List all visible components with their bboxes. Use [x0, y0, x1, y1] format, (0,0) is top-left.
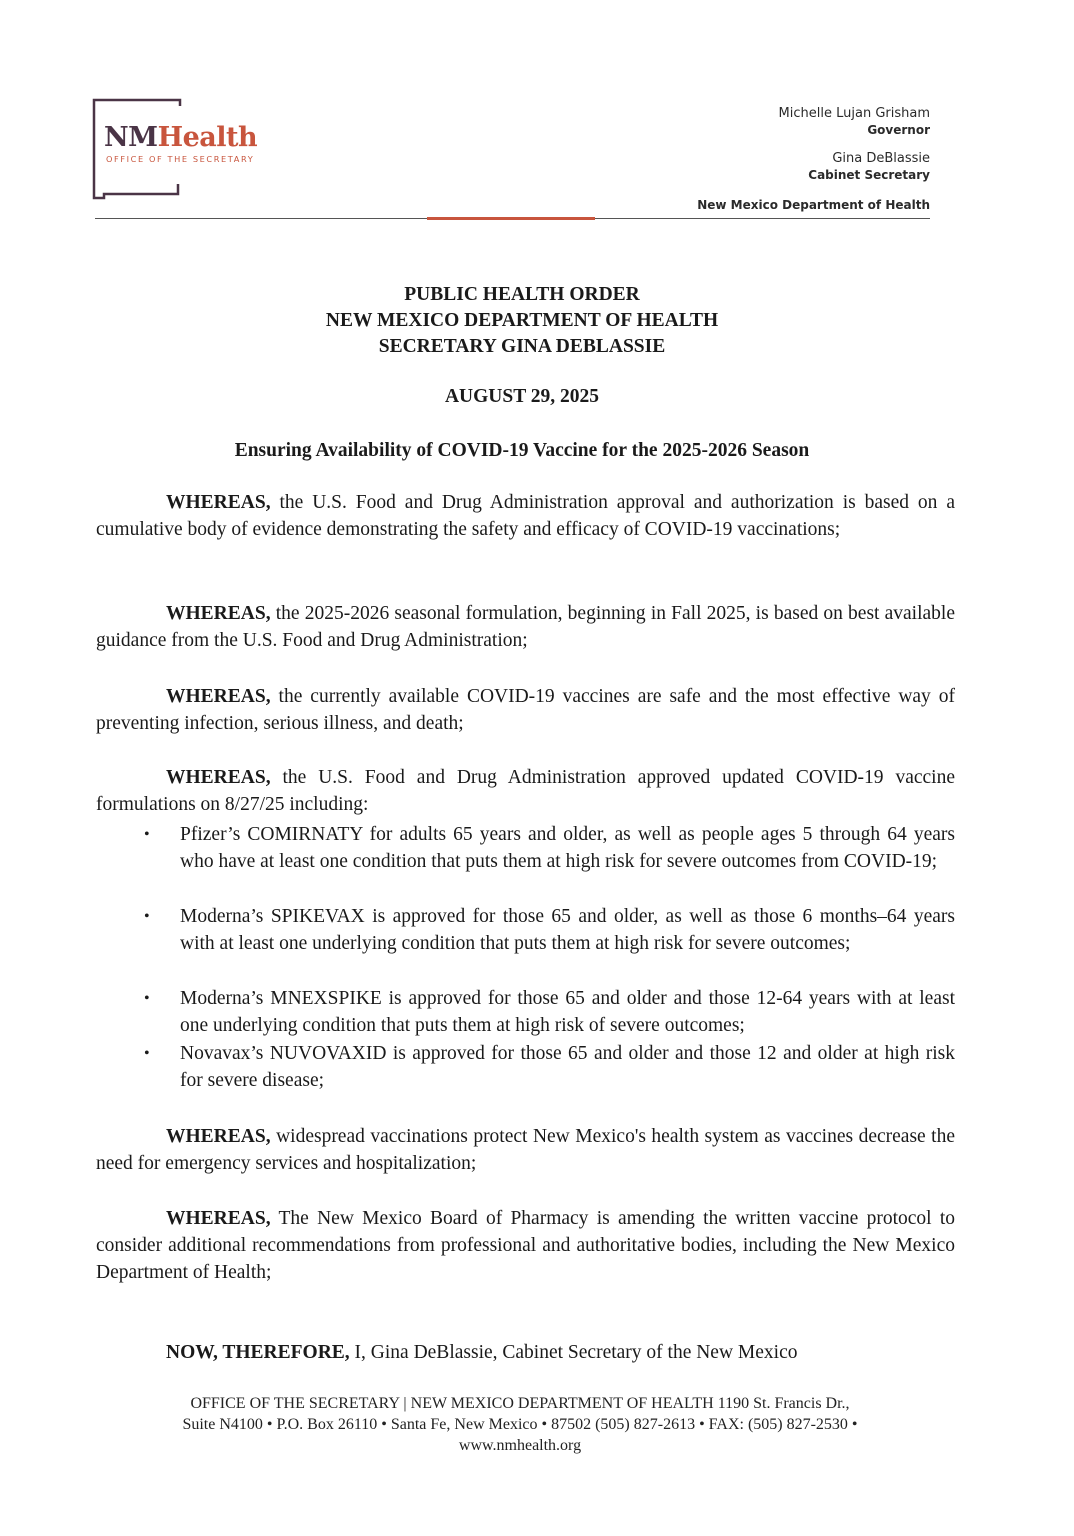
- department-name: New Mexico Department of Health: [697, 198, 930, 212]
- order-subject: Ensuring Availability of COVID-19 Vaccine for the 2025-2026 Season: [234, 440, 810, 461]
- order-date: AUGUST 29, 2025: [444, 386, 600, 407]
- bullet-dot: •: [144, 908, 150, 925]
- whereas-paragraph-2: [96, 600, 955, 654]
- secretary-name: Gina DeBlassie: [832, 151, 930, 166]
- footer-line-2: Suite N4100 • P.O. Box 26110 • Santa Fe, New Mexico • 87502 (505) 827-2613 • FAX: (505) 827-2530 •: [182, 1416, 858, 1433]
- now-therefore-paragraph: [96, 1339, 955, 1366]
- logo-subtitle: OFFICE OF THE SECRETARY: [106, 154, 255, 164]
- bullet-item: Moderna’s SPIKEVAX is approved for those 65 and older, as well as those 6 months–64 years with at least one underlying condition that puts them at high risk for severe outcomes;: [180, 906, 955, 954]
- paragraph-lead: WHEREAS,: [166, 686, 271, 707]
- governor-block: [779, 106, 930, 139]
- logo-health: Health: [157, 122, 258, 153]
- paragraph-text: widespread vaccinations protect New Mexico's health system as vaccines decrease the need for emergency services and hospitalization;: [96, 1126, 955, 1174]
- bullet-item: Pfizer’s COMIRNATY for adults 65 years and older, as well as people ages 5 through 64 years who have at least one condition that puts them at high risk for severe outcomes from COVID-19;: [180, 824, 955, 872]
- bullet-dot: •: [144, 1045, 150, 1062]
- logo-nm: NM: [104, 122, 158, 153]
- paragraph-lead: WHEREAS,: [166, 603, 271, 624]
- bullet-dot: •: [144, 990, 150, 1007]
- secretary-block: [808, 151, 930, 184]
- whereas-paragraph-4: [96, 764, 955, 818]
- page-footer: [0, 1393, 1040, 1456]
- paragraph-text: I, Gina DeBlassie, Cabinet Secretary of the New Mexico: [349, 1342, 798, 1363]
- paragraph-lead: WHEREAS,: [166, 1208, 271, 1229]
- whereas-paragraph-1: [96, 489, 955, 543]
- paragraph-text: the U.S. Food and Drug Administration approved updated COVID-19 vaccine formulations on 8/27/25 including:: [96, 767, 955, 815]
- bullet-item: Moderna’s MNEXSPIKE is approved for those 65 and older and those 12-64 years with at least one underlying condition that puts them at high risk of severe outcomes;: [180, 988, 955, 1036]
- header-rule-accent: [427, 217, 595, 220]
- footer-line-1: OFFICE OF THE SECRETARY | NEW MEXICO DEPARTMENT OF HEALTH 1190 St. Francis Dr.,: [190, 1395, 850, 1412]
- paragraph-text: the currently available COVID-19 vaccines are safe and the most effective way of preventing infection, serious illness, and death;: [96, 686, 955, 734]
- bullet-item: Novavax’s NUVOVAXID is approved for those 65 and older and those 12 and older at high risk for severe disease;: [180, 1043, 955, 1091]
- order-title: [0, 282, 1044, 360]
- title-line-2: NEW MEXICO DEPARTMENT OF HEALTH: [325, 310, 719, 331]
- paragraph-lead: WHEREAS,: [166, 492, 271, 513]
- footer-website-link[interactable]: www.nmhealth.org: [458, 1437, 582, 1454]
- department-name-block: [697, 197, 930, 214]
- title-line-3: SECRETARY GINA DEBLASSIE: [378, 336, 666, 357]
- paragraph-text: the U.S. Food and Drug Administration approval and authorization is based on a cumulative body of evidence demonstrating the safety and efficacy of COVID-19 vaccinations;: [96, 492, 955, 540]
- whereas-paragraph-3: [96, 683, 955, 737]
- title-line-1: PUBLIC HEALTH ORDER: [404, 284, 640, 305]
- paragraph-text: the 2025-2026 seasonal formulation, beginning in Fall 2025, is based on best available guidance from the U.S. Food and Drug Administration;: [96, 603, 955, 651]
- bullet-dot: •: [144, 826, 150, 843]
- paragraph-lead: WHEREAS,: [166, 767, 271, 788]
- paragraph-lead: WHEREAS,: [166, 1126, 271, 1147]
- paragraph-lead: NOW, THEREFORE,: [166, 1342, 350, 1363]
- governor-name: Michelle Lujan Grisham: [778, 106, 930, 121]
- secretary-title: Cabinet Secretary: [808, 168, 930, 182]
- whereas-paragraph-6: [96, 1205, 955, 1286]
- paragraph-text: The New Mexico Board of Pharmacy is amending the written vaccine protocol to consider additional recommendations from professional and authoritative bodies, including the New Mexico Department of Health;: [96, 1208, 955, 1283]
- governor-title: Governor: [867, 123, 930, 137]
- whereas-paragraph-5: [96, 1123, 955, 1177]
- nmhealth-logo: [104, 124, 257, 151]
